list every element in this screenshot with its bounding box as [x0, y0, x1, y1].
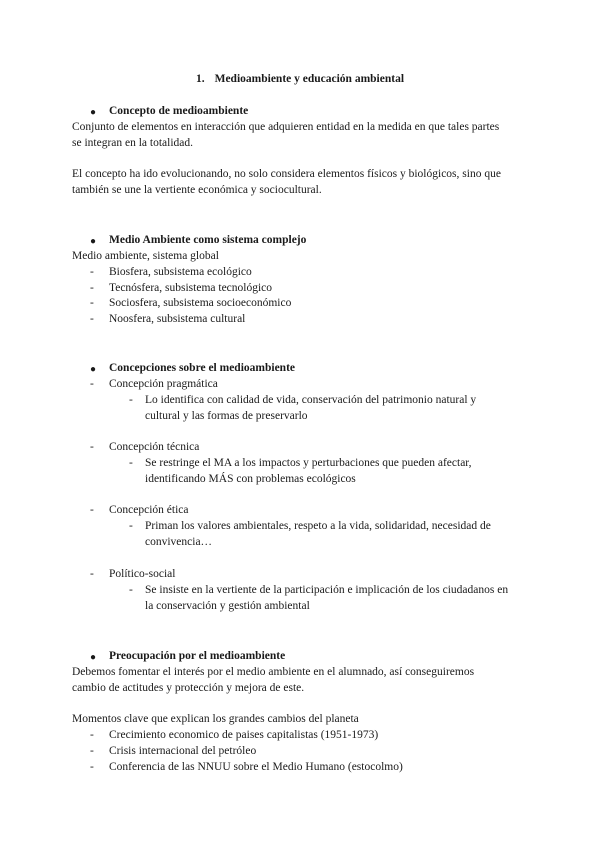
bullet-icon: ●	[90, 364, 97, 375]
dash-icon: -	[90, 297, 94, 309]
section-heading: Concepciones sobre el medioambiente	[109, 362, 296, 374]
section-heading: Concepto de medioambiente	[109, 105, 249, 117]
dash-icon: -	[90, 282, 94, 294]
bullet-icon: ●	[90, 236, 97, 247]
bullet-icon: ●	[90, 652, 97, 663]
concepcion-description-line: Se restringe el MA a los impactos y perturbaciones que pueden afectar,	[145, 457, 472, 469]
list-item: Biosfera, subsistema ecológico	[109, 266, 252, 278]
document-title	[0, 72, 600, 88]
section-heading: Medio Ambiente como sistema complejo	[109, 234, 307, 246]
dash-icon: -	[129, 457, 133, 469]
paragraph-line: Medio ambiente, sistema global	[72, 250, 219, 262]
concepcion-label: Concepción pragmática	[109, 378, 218, 390]
paragraph-line: Conjunto de elementos en interacción que adquieren entidad en la medida en que tales partes	[72, 121, 500, 133]
paragraph-line: cambio de actitudes y protección y mejora de este.	[72, 682, 305, 694]
title-text: Medioambiente y educación ambiental	[214, 73, 405, 85]
bullet-icon: ●	[90, 107, 97, 118]
list-item: Crisis internacional del petróleo	[109, 745, 257, 757]
list-item: Sociosfera, subsistema socioeconómico	[109, 297, 292, 309]
title-number: 1.	[195, 73, 205, 85]
concepcion-description-line: identificando MÁS con problemas ecológicos	[145, 473, 356, 485]
dash-icon: -	[90, 729, 94, 741]
dash-icon: -	[90, 313, 94, 325]
list-item: Conferencia de las NNUU sobre el Medio Humano (estocolmo)	[109, 761, 403, 773]
dash-icon: -	[90, 761, 94, 773]
paragraph-line: El concepto ha ido evolucionando, no solo considera elementos físicos y biológicos, sino que	[72, 168, 501, 180]
concepcion-description-line: cultural y las formas de preservarlo	[145, 410, 308, 422]
concepcion-description-line: Lo identifica con calidad de vida, conservación del patrimonio natural y	[145, 394, 477, 406]
dash-icon: -	[129, 520, 133, 532]
dash-icon: -	[90, 745, 94, 757]
paragraph-line: Debemos fomentar el interés por el medio ambiente en el alumnado, así conseguiremos	[72, 666, 475, 678]
section-heading: Preocupación por el medioambiente	[109, 650, 286, 662]
list-item: Tecnósfera, subsistema tecnológico	[109, 282, 273, 294]
dash-icon: -	[129, 394, 133, 406]
dash-icon: -	[90, 266, 94, 278]
paragraph-line: Momentos clave que explican los grandes cambios del planeta	[72, 713, 359, 725]
concepcion-description-line: la conservación y gestión ambiental	[145, 600, 310, 612]
dash-icon: -	[90, 441, 94, 453]
list-item: Noosfera, subsistema cultural	[109, 313, 246, 325]
dash-icon: -	[129, 584, 133, 596]
paragraph-line: también se une la vertiente económica y sociocultural.	[72, 184, 322, 196]
list-item: Crecimiento economico de paises capitalistas (1951-1973)	[109, 729, 379, 741]
concepcion-label: Concepción técnica	[109, 441, 200, 453]
dash-icon: -	[90, 504, 94, 516]
paragraph-line: se integran en la totalidad.	[72, 137, 194, 149]
concepcion-label: Político-social	[109, 568, 176, 580]
concepcion-label: Concepción ética	[109, 504, 189, 516]
dash-icon: -	[90, 378, 94, 390]
dash-icon: -	[90, 568, 94, 580]
concepcion-description-line: Priman los valores ambientales, respeto a la vida, solidaridad, necesidad de	[145, 520, 491, 532]
concepcion-description-line: Se insiste en la vertiente de la participación e implicación de los ciudadanos en	[145, 584, 509, 596]
concepcion-description-line: convivencia…	[145, 536, 213, 548]
